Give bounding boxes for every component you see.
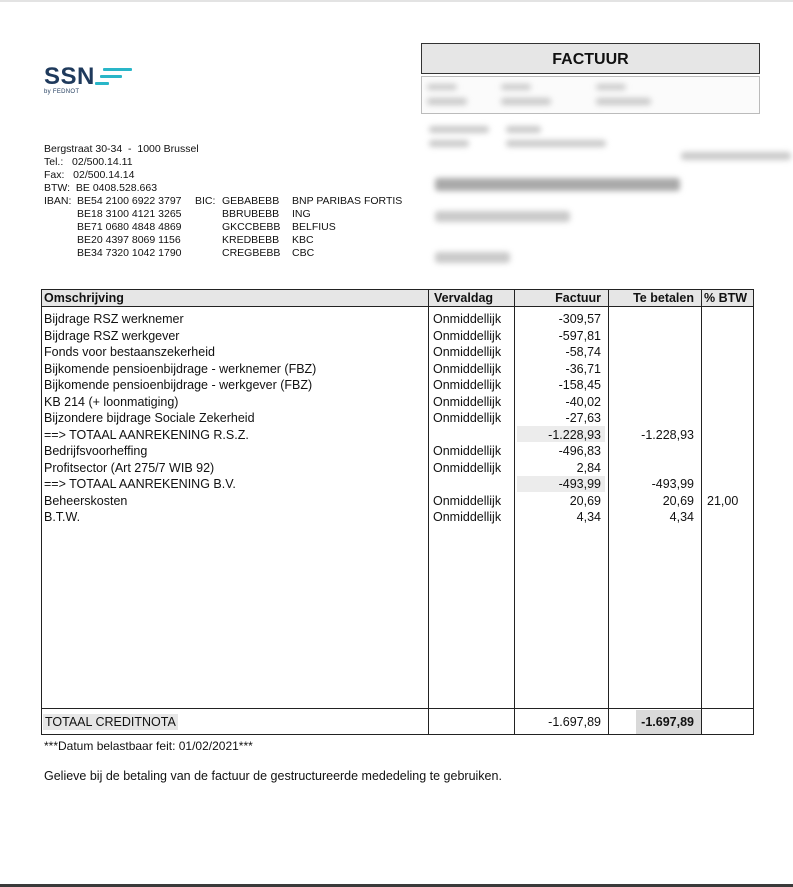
bank-row bbox=[44, 221, 402, 234]
payment-note: Gelieve bij de betaling van de factuur de gestructureerde mededeling te gebruiken. bbox=[44, 769, 502, 783]
header-factuur: Factuur bbox=[555, 291, 601, 305]
bank-name: BELFIUS bbox=[292, 221, 336, 233]
header-btw: % BTW bbox=[704, 291, 748, 305]
cell-omschrijving: ==> TOTAAL AANREKENING R.S.Z. bbox=[44, 427, 249, 442]
bank-iban: BE18 3100 4121 3265 bbox=[77, 208, 182, 220]
cell-factuur: -27,63 bbox=[565, 411, 601, 425]
bank-row bbox=[44, 247, 402, 260]
invoice-title: FACTUUR bbox=[421, 43, 760, 74]
cell-omschrijving: Beheerskosten bbox=[44, 493, 128, 508]
cell-omschrijving: Bijkomende pensioenbijdrage - werkgever (FBZ) bbox=[44, 378, 313, 392]
company-btw: BTW: BE 0408.528.663 bbox=[44, 182, 158, 194]
total-factuur: -1.697,89 bbox=[548, 715, 601, 729]
cell-vervaldag: Onmiddellijk bbox=[433, 444, 502, 458]
logo-name: SSN bbox=[44, 63, 95, 90]
cell-omschrijving: Bijzondere bijdrage Sociale Zekerheid bbox=[44, 411, 255, 425]
cell-omschrijving: Bijdrage RSZ werknemer bbox=[44, 312, 184, 326]
cell-vervaldag: Onmiddellijk bbox=[433, 394, 502, 409]
bank-bic: BBRUBEBB bbox=[222, 208, 280, 220]
cell-omschrijving: B.T.W. bbox=[44, 510, 81, 524]
table-row bbox=[42, 427, 753, 444]
cell-te-betalen: 4,34 bbox=[669, 510, 694, 524]
total-label: TOTAAL CREDITNOTA bbox=[45, 715, 176, 729]
bank-row bbox=[44, 208, 402, 221]
cell-factuur: -597,81 bbox=[558, 328, 601, 343]
table-row bbox=[42, 443, 753, 460]
table-header bbox=[42, 290, 753, 307]
top-divider bbox=[0, 0, 793, 2]
date-note: ***Datum belastbaar feit: 01/02/2021*** bbox=[44, 739, 253, 753]
cell-vervaldag: Onmiddellijk bbox=[433, 328, 502, 343]
header-omschrijving: Omschrijving bbox=[44, 291, 124, 305]
invoice-table bbox=[41, 289, 754, 735]
total-divider bbox=[42, 708, 753, 709]
company-tel: Tel.: 02/500.14.11 bbox=[44, 156, 133, 168]
cell-factuur: -493,99 bbox=[558, 477, 601, 491]
cell-te-betalen: -1.228,93 bbox=[641, 427, 694, 442]
cell-vervaldag: Onmiddellijk bbox=[433, 345, 502, 359]
cell-factuur: -1.228,93 bbox=[548, 427, 601, 442]
table-row bbox=[42, 394, 753, 411]
table-row bbox=[42, 311, 753, 328]
cell-vervaldag: Onmiddellijk bbox=[433, 312, 502, 326]
cell-vervaldag: Onmiddellijk bbox=[433, 378, 502, 392]
logo-lines-icon bbox=[103, 68, 132, 89]
cell-factuur: 20,69 bbox=[569, 493, 601, 508]
header-vervaldag: Vervaldag bbox=[434, 291, 494, 305]
cell-factuur: 4,34 bbox=[576, 510, 601, 524]
cell-omschrijving: Bijkomende pensioenbijdrage - werknemer (FBZ) bbox=[44, 361, 317, 376]
bank-name: CBC bbox=[292, 247, 315, 259]
bank-name: ING bbox=[292, 208, 311, 220]
bank-iban: BE71 0680 4848 4869 bbox=[77, 221, 182, 233]
cell-omschrijving: Bijdrage RSZ werkgever bbox=[44, 328, 180, 343]
bank-iban: BE34 7320 1042 1790 bbox=[77, 247, 182, 259]
cell-factuur: -158,45 bbox=[558, 378, 601, 392]
cell-vervaldag: Onmiddellijk bbox=[433, 361, 502, 376]
table-row bbox=[42, 377, 753, 394]
logo-subtitle: by FEDNOT bbox=[44, 89, 80, 95]
table-row bbox=[42, 344, 753, 361]
bank-bic: GKCCBEBB bbox=[222, 221, 281, 233]
table-row bbox=[42, 361, 753, 378]
total-te-betalen: -1.697,89 bbox=[641, 715, 694, 729]
cell-vervaldag: Onmiddellijk bbox=[433, 411, 502, 425]
table-row bbox=[42, 493, 753, 510]
header-te-betalen: Te betalen bbox=[633, 291, 694, 305]
bic-label: BIC: bbox=[195, 195, 216, 207]
cell-btw: 21,00 bbox=[707, 493, 739, 508]
bank-name: BNP PARIBAS FORTIS bbox=[292, 195, 403, 207]
cell-vervaldag: Onmiddellijk bbox=[433, 510, 502, 524]
cell-omschrijving: Bedrijfsvoorheffing bbox=[44, 444, 148, 458]
cell-vervaldag: Onmiddellijk bbox=[433, 460, 502, 475]
cell-omschrijving: Fonds voor bestaanszekerheid bbox=[44, 345, 215, 359]
cell-omschrijving: KB 214 (+ loonmatiging) bbox=[44, 394, 179, 409]
cell-factuur: -36,71 bbox=[565, 361, 601, 376]
company-fax: Fax: 02/500.14.14 bbox=[44, 169, 135, 181]
iban-label: IBAN: bbox=[44, 195, 72, 207]
bank-accounts bbox=[44, 195, 402, 260]
table-row bbox=[42, 460, 753, 477]
cell-factuur: 2,84 bbox=[576, 460, 601, 475]
bank-iban: BE54 2100 6922 3797 bbox=[77, 195, 182, 207]
cell-te-betalen: -493,99 bbox=[651, 477, 694, 491]
redacted-customer-info bbox=[421, 74, 793, 274]
ssn-logo bbox=[44, 64, 95, 95]
bank-iban: BE20 4397 8069 1156 bbox=[77, 234, 181, 246]
bank-name: KBC bbox=[292, 234, 314, 246]
bank-row bbox=[44, 234, 402, 247]
company-address: Bergstraat 30-34 - 1000 Brussel bbox=[44, 143, 199, 155]
redacted-box bbox=[421, 76, 760, 114]
cell-omschrijving: Profitsector (Art 275/7 WIB 92) bbox=[44, 460, 215, 475]
table-row bbox=[42, 410, 753, 427]
bank-bic: KREDBEBB bbox=[222, 234, 280, 246]
cell-omschrijving: ==> TOTAAL AANREKENING B.V. bbox=[44, 477, 236, 491]
table-row bbox=[42, 509, 753, 526]
table-row bbox=[42, 476, 753, 493]
company-info bbox=[44, 143, 402, 260]
cell-factuur: -496,83 bbox=[558, 444, 601, 458]
cell-factuur: -40,02 bbox=[565, 394, 601, 409]
cell-vervaldag: Onmiddellijk bbox=[433, 493, 502, 508]
cell-te-betalen: 20,69 bbox=[662, 493, 694, 508]
bank-bic: CREGBEBB bbox=[222, 247, 281, 259]
table-row bbox=[42, 328, 753, 345]
cell-factuur: -58,74 bbox=[565, 345, 601, 359]
bank-bic: GEBABEBB bbox=[222, 195, 280, 207]
cell-factuur: -309,57 bbox=[558, 312, 601, 326]
bank-row bbox=[44, 195, 402, 208]
